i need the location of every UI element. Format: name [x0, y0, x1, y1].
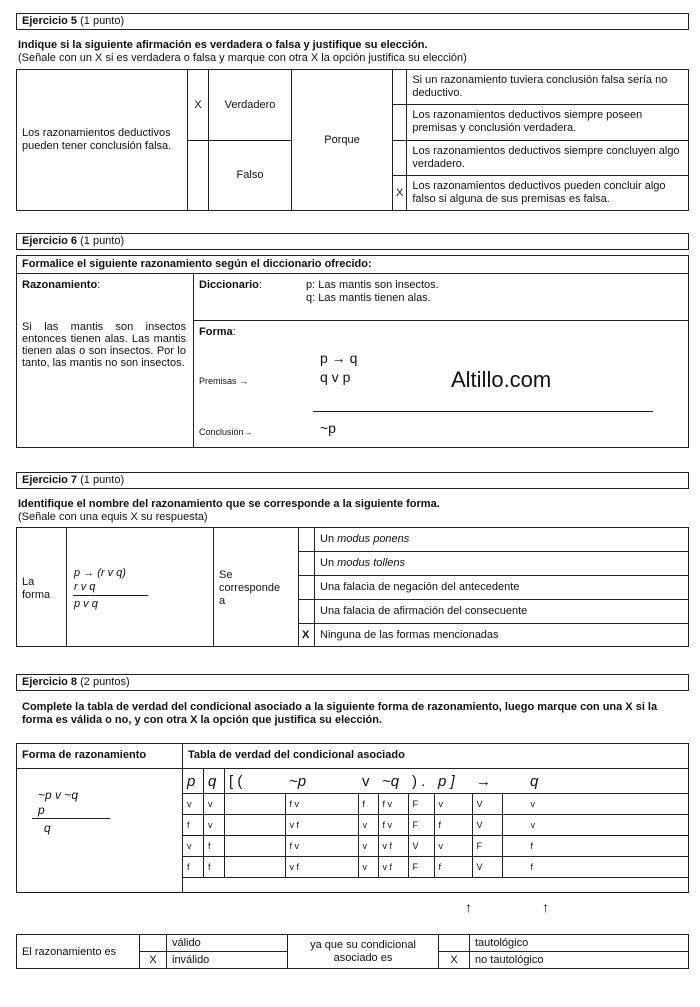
ej8-instruction: Complete la tabla de verdad del condicional asociado a la siguiente forma de razonamiento, luego marque con una X si la forma es válida o no, y con otra X la opción que justifica su elección. [22, 701, 658, 726]
ej8-mark-no-taut[interactable]: X [439, 952, 470, 969]
ej6-divider-h [193, 320, 689, 321]
ej8-form3: q [44, 821, 51, 835]
ej7-sub: (Señale con una equis X su respuesta) [18, 511, 208, 523]
ej8-razonamiento-es: El razonamiento es [17, 935, 140, 969]
ej6-instruction-box [16, 255, 689, 273]
arrow-up-icon: ↑ [465, 899, 472, 915]
ej7-f1: p → (r v q) [74, 567, 126, 579]
ej5-title: Ejercicio 5 [22, 15, 78, 27]
ej6-conclusion-label: Conclusión→ [199, 427, 253, 437]
tt-head: [ ( [225, 769, 286, 794]
ej5-instruction: Indique si la siguiente afirmación es verdadera o falsa y justifique su elección. (Señale con un X si es verdadera o falsa y marque con otra X la opción justifica su elección) [18, 39, 467, 64]
ej7-option: Ninguna de las formas mencionadas [320, 629, 499, 641]
ej8-col2: Tabla de verdad del condicional asociado [188, 749, 405, 761]
ej8-valido: válido [167, 935, 288, 952]
ej7-option: Un modus tollens [320, 557, 405, 569]
ej6-razonamiento-label: Razonamiento: [22, 279, 101, 291]
ej6-razonamiento-text: Si las mantis son insectos entonces tienen alas. Las mantis tienen alas o son insectos. Por lo tanto, las mantis no son insectos. [22, 321, 186, 369]
ej7-option: Una falacia de negación del antecedente [320, 581, 520, 593]
ej7-corresponde: Se corresponde a [219, 569, 281, 607]
ej7-row-line [298, 623, 689, 624]
ej5-opt-mark[interactable] [393, 140, 407, 175]
ej5-option: Los razonamientos deductivos siempre concluyen algo verdadero. [407, 140, 689, 175]
ej8-invalido: inválido [167, 952, 288, 969]
ej7-div3 [298, 527, 299, 647]
ej7-header [16, 472, 689, 489]
tt-head: p [183, 769, 204, 794]
tt-row: v f f v v v f V v F f [183, 836, 689, 857]
ej6-instruction: Formalice el siguiente razonamiento según el diccionario ofrecido: [22, 258, 372, 270]
ej5-opt-mark[interactable] [393, 70, 407, 105]
ej5-option: Los razonamientos deductivos pueden concluir algo falso si alguna de sus premisas es falsa. [407, 175, 689, 210]
ej8-col1: Forma de razonamiento [22, 749, 147, 761]
tt-row: f v v f v f v F f V v [183, 815, 689, 836]
ej8-mark-taut[interactable] [439, 935, 470, 952]
ej7-f2: r v q [74, 581, 96, 593]
ej6-divider [193, 273, 194, 448]
arrow-up-icon: ↑ [542, 899, 549, 915]
ej6-header [16, 233, 689, 250]
ej5-sub: (Señale con un X si es verdadera o falsa y marque con otra X la opción justifica su elección) [18, 52, 467, 64]
ej6-premisa2[interactable]: q v p [320, 369, 351, 385]
ej5-table [16, 69, 689, 211]
tt-head: q [204, 769, 225, 794]
ej7-row-line [298, 575, 689, 576]
ej8-form1: ~p v ~q [38, 788, 79, 802]
ej5-opt-mark[interactable]: X [393, 175, 407, 210]
ej7-div1 [66, 527, 67, 647]
ej5-option: Si un razonamiento tuviera conclusión falsa sería no deductivo. [407, 70, 689, 105]
tt-head: v [358, 769, 378, 794]
ej8-title: Ejercicio 8 [22, 676, 78, 688]
tt-head: ~q [378, 769, 408, 794]
ej7-option: Un modus ponens [320, 533, 410, 545]
ej8-mark-valido[interactable] [140, 935, 167, 952]
ej8-points: (2 puntos) [80, 676, 130, 688]
ej5-opt-mark[interactable] [393, 105, 407, 140]
ej7-mark-x[interactable]: X [302, 629, 310, 641]
ej8-verdict [16, 934, 689, 969]
ej5-true-label: Verdadero [209, 70, 292, 141]
ej6-points: (1 punto) [80, 235, 125, 247]
ej7-option: Una falacia de afirmación del consecuente [320, 605, 528, 617]
tt-head: ) . [408, 769, 434, 794]
ej8-mark-invalido[interactable]: X [140, 952, 167, 969]
ej7-div4 [314, 527, 315, 647]
ej5-because: Porque [292, 70, 393, 211]
ej8-tautologico: tautológico [470, 935, 689, 952]
ej7-points: (1 punto) [80, 474, 125, 486]
ej7-title: Ejercicio 7 [22, 474, 78, 486]
tt-head: ~p [285, 769, 358, 794]
ej7-form-line [73, 595, 148, 596]
ej6-premisas-label: Premisas → [199, 376, 249, 386]
ej5-statement: Los razonamientos deductivos pueden tener conclusión falsa. [17, 70, 188, 211]
tt-row: v v f v f f v F v V v [183, 794, 689, 815]
truth-table [182, 768, 689, 878]
ej5-points: (1 punto) [80, 15, 125, 27]
ej8-header [16, 674, 689, 691]
ej6-diccionario-label: Diccionario: [199, 279, 262, 291]
ej6-dic-q: q: Las mantis tienen alas. [306, 292, 431, 304]
tt-head: p ] [434, 769, 472, 794]
tt-row: f f v f v v f F f V f [183, 857, 689, 878]
ej6-dic-p: p: Las mantis son insectos. [306, 279, 439, 291]
ej8-form-line [32, 818, 110, 819]
ej7-la-forma: La forma [22, 576, 51, 601]
tt-head: → [472, 769, 502, 794]
tt-head: q [502, 769, 689, 794]
ej8-ya-que: ya que su condicional asociado es [288, 935, 439, 969]
ej7-f3: p v q [74, 598, 98, 610]
ej7-div2 [213, 527, 214, 647]
ej8-no-tautologico: no tautológico [470, 952, 689, 969]
ej8-form2: p [38, 803, 45, 817]
ej6-forma-label: Forma: [199, 326, 236, 338]
ej7-instruction: Identifique el nombre del razonamiento que se corresponde a la siguiente forma. (Señale con una equis X su respuesta) [18, 498, 440, 523]
ej6-watermark: Altillo.com [451, 367, 552, 392]
ej5-mark-false[interactable] [188, 140, 209, 211]
ej5-option: Los razonamientos deductivos siempre poseen premisas y conclusión verdadera. [407, 105, 689, 140]
ej6-conclusion-line [313, 411, 653, 412]
ej5-header [16, 13, 689, 30]
ej6-title: Ejercicio 6 [22, 235, 78, 247]
ej5-false-label: Falso [209, 140, 292, 211]
ej6-premisa1[interactable]: p → q [320, 350, 358, 366]
ej7-row-line [298, 551, 689, 552]
ej6-conclusion[interactable]: ~p [320, 420, 336, 436]
ej7-row-line [298, 599, 689, 600]
ej5-mark-true[interactable]: X [188, 70, 209, 141]
